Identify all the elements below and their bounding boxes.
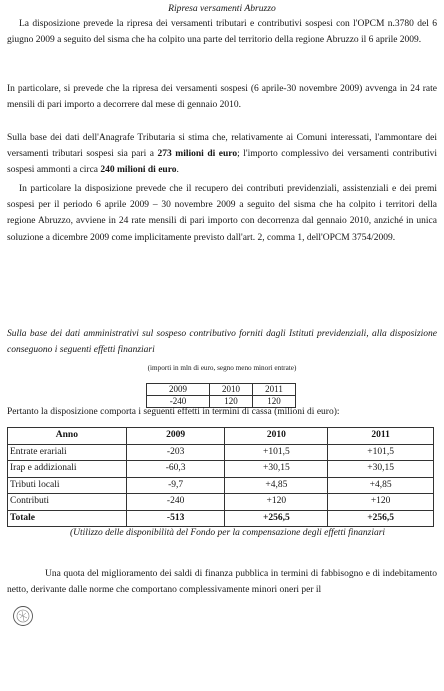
table-cell: -203	[126, 444, 225, 461]
paragraph-5	[7, 326, 437, 358]
paragraph-6-text: Pertanto la disposizione comporta i seguenti effetti in termini di cassa (milioni di euro):	[7, 407, 340, 417]
table-cell: 120	[253, 396, 296, 408]
table-cell: -9,7	[126, 477, 225, 494]
table-cell: +101,5	[328, 444, 434, 461]
table-caption: (importi in mln di euro, segno meno minori entrate)	[147, 364, 297, 372]
paragraph-4-text: In particolare la disposizione prevede che il recupero dei contributi previdenziali, assistenziali e dei premi sospesi per il periodo 6 aprile 2009 – 30 novembre 2009 a seguito del sisma che ha colpito i territori della regione Abruzzo, avviene in 24 rate mensili di pari importo con decorrenza dal gennaio 2010, anziché in unica soluzione a dicembre 2009 come implicitamente previsto dall'art. 2, comma 1, dell'OPCM 3754/2009.	[7, 184, 437, 243]
paragraph-6	[7, 404, 437, 420]
table-cell: +120	[328, 494, 434, 511]
paragraph-8	[7, 566, 437, 598]
column-header: 2011	[328, 428, 434, 445]
tax-amount: 273 milioni di euro	[157, 149, 238, 160]
table-cell: +30,15	[225, 461, 328, 478]
paragraph-5-text: Sulla base dei dati amministrativi sul sospeso contributivo forniti dagli Istituti previdenziali, alla disposizione conseguono i seguenti effetti finanziari	[7, 329, 437, 356]
table-cell: -240	[126, 494, 225, 511]
table-cell: +101,5	[225, 444, 328, 461]
row-label: Tributi locali	[8, 477, 127, 494]
stamp-seal-icon	[12, 605, 34, 627]
column-header: Anno	[8, 428, 127, 445]
row-label: Entrate erariali	[8, 444, 127, 461]
paragraph-1	[7, 16, 437, 48]
table-cell: +256,5	[225, 510, 328, 527]
table-cell: 2010	[210, 384, 253, 396]
section-title: Ripresa versamenti Abruzzo	[168, 3, 276, 14]
paragraph-3-text-a: Sulla base dei dati dell'Anagrafe Tributaria si stima che, relativamente ai Comuni interessati, l'ammontare dei versamenti tributari sospesi sia pari a	[7, 133, 437, 160]
paragraph-3	[7, 130, 437, 179]
table-cell: -513	[126, 510, 225, 527]
table-header-row	[8, 428, 434, 445]
paragraph-4	[7, 181, 437, 246]
table-cell: 2011	[253, 384, 296, 396]
table-row	[8, 444, 434, 461]
paragraph-3-text-c: ; l'importo complessivo dei versamenti contributivi sospesi ammonti a circa	[7, 149, 437, 176]
table-row	[8, 461, 434, 478]
row-label: Totale	[8, 510, 127, 527]
table-cell: +4,85	[328, 477, 434, 494]
table-cell: -240	[147, 396, 210, 408]
row-label: Contributi	[8, 494, 127, 511]
paragraph-3-text-e: .	[176, 165, 179, 176]
column-header: 2010	[225, 428, 328, 445]
contribution-amount: 240 milioni di euro	[100, 165, 177, 176]
table-cell: +120	[225, 494, 328, 511]
paragraph-8-text: Una quota del miglioramento dei saldi di finanza pubblica in termini di fabbisogno e di indebitamento netto, derivante dalle norme che comportano complessivamente minori oneri per il	[7, 569, 437, 596]
paragraph-2-text: In particolare, si prevede che la ripresa dei versamenti sospesi (6 aprile-30 novembre 2009) avvenga in 24 rate mensili di pari importo a decorrere dal mese di gennaio 2010.	[7, 84, 437, 111]
table-row	[8, 477, 434, 494]
table-row	[8, 494, 434, 511]
column-header: 2009	[126, 428, 225, 445]
table-cell: +30,15	[328, 461, 434, 478]
paragraph-7	[70, 525, 440, 541]
table-row	[147, 384, 296, 396]
table-cell: 120	[210, 396, 253, 408]
row-label: Irap e addizionali	[8, 461, 127, 478]
table-cell: 2009	[147, 384, 210, 396]
paragraph-2	[7, 81, 437, 113]
paragraph-1-text: La disposizione prevede la ripresa dei versamenti tributari e contributivi sospesi con l'OPCM n.3780 del 6 giugno 2009 a seguito del sisma che ha colpito una parte del territorio della regione Abruzzo il 6 aprile 2009.	[7, 19, 437, 46]
table-cell: +256,5	[328, 510, 434, 527]
table-cell: -60,3	[126, 461, 225, 478]
cash-effects-table	[7, 427, 434, 527]
table-cell: +4,85	[225, 477, 328, 494]
paragraph-7-text: (Utilizzo delle disponibilità del Fondo per la compensazione degli effetti finanziari	[70, 528, 386, 538]
